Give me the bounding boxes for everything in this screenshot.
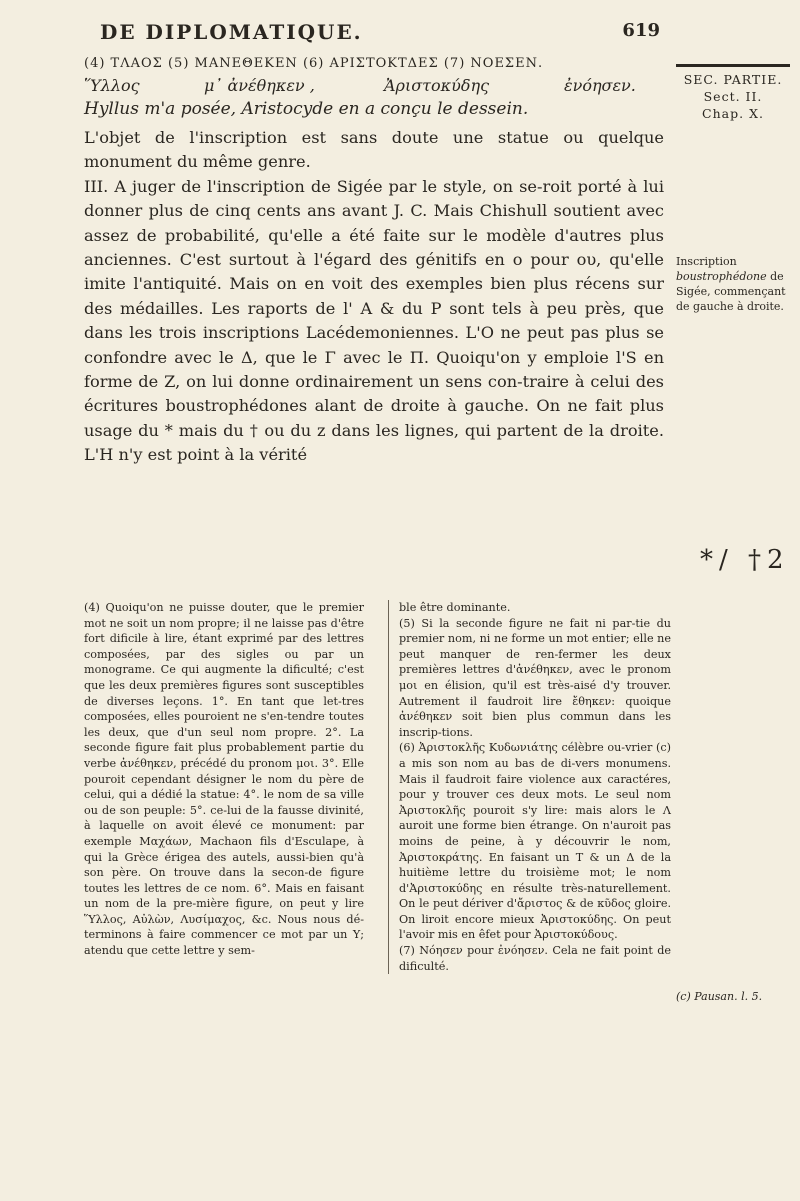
margin-note-prefix: Inscription [676,255,737,268]
greek-word-aristokydes: Ἀριστοκύδης [384,76,490,95]
margin-partie: SEC. PARTIE. [683,72,783,87]
running-head-title: DE DIPLOMATIQUE. [100,20,363,44]
translation-line: Hyllus m'a posée, Aristocyde en a conçu le dessein. [84,99,529,119]
main-text [84,126,664,468]
margin-note-rest: de Sigée, commençant de gauche à droite. [676,270,786,313]
running-head [100,20,660,44]
footnote-7: (7) Νόησεν pour ἐνόησεν. Cela ne fait point de dificulté. [399,944,671,973]
margin-citation: (c) Pausan. l. 5. [676,990,763,1003]
margin-chap: Chap. X. [702,106,764,121]
main-paragraph-1: L'objet de l'inscription est sans doute une statue ou quelque monument du même genre. [84,128,664,172]
greek-word-enoesen: ἐνόησεν. [564,76,636,95]
footnotes-right-column [388,600,671,974]
footnote-4: (4) Quoiqu'on ne puisse douter, que le premier mot ne soit un nom propre; il ne laisse pas d'être fort dificile à lire, étant exprimé par des lettres composées, par des sigles ou par un monograme. Ce qui augmente la dificulté; c'est que les deux premières figures sont susceptibles de diverses leçons. 1°. En tant que let-tres composées, elles pouroient ne s'en-tendre toutes les deux, que d'un seul nom propre. 2°. La seconde figure fait plus probablement partie du verbe ἀνέθηκεν, précédé du pronom μοι. 3°. Elle pouroit cependant désigner le nom du père de celui, qui a dédié la statue: 4°. le nom de sa ville ou de son peuple: 5°. ce-lui de la fausse divinité, à laquelle on avoit élevé ce monument: par exemple Μαχάων, Machaon fils d'Esculape, à qui la Grèce érigea des autels, aussi-bien qu'à son père. On trouve dans la secon-de figure toutes les lettres de ce nom. 6°. Mais en faisant un nom de la pre-mière figure, on peut y lire Ὕλλος, Αὐλὼν, Λυσίμαχος, &c. Nous nous dé-terminons à faire commencer ce mot par un Υ; atendu que cette lettre y sem- [84,601,364,958]
margin-sect: Sect. II. [703,89,763,104]
margin-note [676,254,794,314]
footnote-6: (6) Ἀριστοκλῆς Κυδωνιάτης célèbre ou-vrier (c) a mis son nom au bas de di-vers monumens. Mais il faudroit faire violence aux caractéres, pour y trouver ces deux mots. Le seul nom Ἀριστοκλῆς pouroit s'y lire: mais alors le Λ auroit une forme bien étrange. On n'auroit pas moins de peine, à y découvrir le nom, Ἀριστοκράτης. En faisant un Τ & un Δ de la huitième lettre du troisième mot; le nom d'Ἀριστοκύδης en résulte très-naturellement. On le peut dériver d'ἄριστος & de κῦδος gloire. On liroit encore mieux Ἀριστοκύδης. On peut l'avoir mis en êfet pour Ἀριστοκύδους. [399,741,671,942]
greek-word-anetheken: μ᾽ ἀνέθηκεν , [204,76,315,95]
page-number: 619 [622,20,660,41]
margin-letter-forms: */ †2 [700,545,790,575]
footnote-4-continued: ble être dominante. [399,601,511,614]
greek-inscription-capitals: (4) ΤΛΑΟΣ (5) ΜΑΝΕΘΕΚΕΝ (6) ΑΡΙΣΤΟΚΤΔΕΣ (7) ΝΟΕΣΕΝ. [84,56,544,71]
footnote-5: (5) Si la seconde figure ne fait ni par-tie du premier nom, ni ne forme un mot entier; elle ne peut manquer de ren-fermer les deux premières lettres d'ἀνέθηκεν, avec le pronom μοι en élision, qu'il est très-aisé d'y trouver. Autrement il faudroit lire ἔθηκεν: quoique ἀνέθηκεν soit bien plus commun dans les inscrip-tions. [399,616,671,739]
margin-note-italic: boustrophédone [676,270,767,283]
main-paragraph-2: III. A juger de l'inscription de Sigée par le style, on se-roit porté à lui donner plus de cinq cents ans avant J. C. Mais Chishull soutient avec assez de probabilité, qu'elle a été faite sur le modèle d'autres plus anciennes. C'est surtout à l'égard des génitifs en ο pour ου, qu'elle imite l'antiquité. Mais on en voit des exemples bien plus récens sur des médailles. Les raports de l' A & du P sont tels à peu près, que dans les trois inscriptions Lacédemoniennes. L'O ne peut pas plus se confondre avec le Δ, que le Γ avec le Π. Quoiqu'on y emploie l'S en forme de Z, on lui donne ordinairement un sens con-traire à celui des écritures boustrophédones alant de droite à gauche. On ne fait plus usage du * mais du † ou du z dans les lignes, qui partent de la droite. L'H n'y est point à la vérité [84,176,664,465]
margin-section-label [676,64,790,122]
footnotes-left-column [84,600,364,959]
greek-word-hyllus: Ὕλλος [84,76,140,95]
